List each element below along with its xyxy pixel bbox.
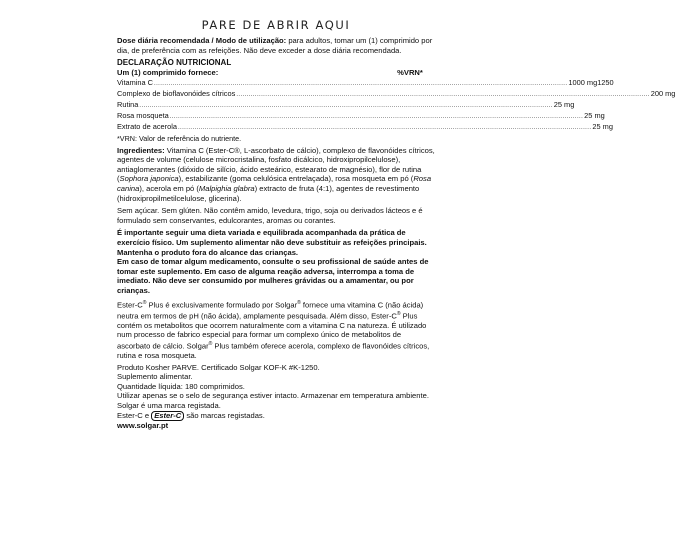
dosage-text: para adultos, tomar um (1) comprimido por dia, de preferência com as refeições. Não deve exceder a dose diária recomendada. [117, 36, 433, 55]
nutrient-amount: 25 mg [553, 99, 575, 109]
per-unit-label: Um (1) comprimido fornece: [117, 67, 219, 77]
ingredients-text-3: ), acerola em pó ( [139, 183, 199, 193]
vrn-footnote: *VRN: Valor de referência do nutriente. [117, 133, 242, 143]
nutrient-name: Complexo de bioflavonóides cítricos [117, 88, 236, 98]
registered-mark-4: ® [208, 340, 213, 347]
ester-c-logo: Ester-C [151, 411, 184, 421]
nutrition-row [117, 122, 613, 133]
ester-c-name-1: Ester-C [117, 300, 143, 310]
leader-dots: ........................................................................................................................................................................................................ [154, 80, 568, 87]
nutrient-name: Rosa mosqueta [117, 111, 169, 121]
nutrient-vrn: 1250 [597, 77, 614, 87]
storage-text: Utilizar apenas se o selo de segurança estiver intacto. Armazenar em temperatura ambiente. [117, 391, 429, 401]
stop-reading-title: PARE DE ABRIR AQUI [201, 18, 351, 32]
ingredients-text-4: ) extracto de fruta (4:1), agentes de revestimento (hidroxipropilmetilcelulose, glicerina). [117, 183, 420, 203]
nutrition-row [117, 99, 575, 111]
nutrition-title: DECLARAÇÃO NUTRICIONAL [117, 58, 232, 68]
ingredients-italic-3: Malpighia glabra [198, 183, 255, 193]
nutrition-row [117, 111, 605, 122]
nutrient-amount: 25 mg [592, 122, 613, 132]
description-text-4: Plus também oferece acerola, complexo de flavonóides cítricos, rutina e rosa mosqueta. [117, 341, 430, 361]
description-text-3: Plus contém os metabolitos que ocorrem naturalmente com a vitamina C na natureza. É utilizado num processo de fabrico especial para formar um complexo único de metabolitos de ascorbato de cálcio. Solgar [117, 311, 427, 351]
nutrition-table [117, 77, 675, 134]
nutrient-name: Extrato de acerola [117, 122, 177, 132]
trademark-solgar: Solgar é uma marca registada. [117, 401, 221, 411]
nutrient-name: Rutina [117, 99, 139, 109]
ingredients-italic-1: Sophora japonica [119, 174, 179, 184]
nutrient-amount: 25 mg [584, 111, 605, 121]
diet-warning: É importante seguir uma dieta variada e equilibrada acompanhada da prática de exercício físico. Um suplemento alimentar não deve substituir as refeições principais. Mantenha o produto fora do alcance das crianças. [117, 228, 427, 257]
registered-mark-2: ® [297, 299, 301, 306]
nutrient-name: Vitamina C [117, 77, 154, 87]
trademark-before: Ester-C e [117, 410, 150, 420]
kosher-text: Produto Kosher PARVE. Certificado Solgar KOF-K #K-1250. [117, 362, 320, 372]
leader-dots: ........................................................................................................................................................................................................ [139, 102, 553, 109]
ingredients-paragraph [117, 146, 435, 204]
description-text-1: Plus é exclusivamente formulado por Solgar [146, 300, 298, 310]
medicine-warning: Em caso de tomar algum medicamento, consulte o seu profissional de saúde antes de tomar este suplemento. Em caso de alguma reação adversa, interrompa a toma de imediato. Não deve ser consumido por mulheres grávidas ou a amamentar, ou por crianças. [117, 257, 429, 295]
trademark-after: são marcas registadas. [184, 410, 265, 420]
nutrition-row [117, 77, 614, 89]
leader-dots: ........................................................................................................................................................................................................ [169, 114, 584, 121]
website-link[interactable]: www.solgar.pt [117, 420, 169, 430]
dosage-label: Dose diária recomendada / Modo de utilização: [117, 36, 287, 45]
ingredients-text-1: Vitamina C (Ester-C®, L-ascorbato de cálcio), complexo de flavonóides cítricos, agentes de volume (celulose microcristalina, fosfato dicálcico, hidroxipropilcelulose), antiaglomerantes (dióxido de silício, ácido esteárico, estearato de magnésio), flor de rutina ( [117, 145, 435, 184]
ingredients-italic-2: Rosa canina [117, 174, 432, 193]
registered-mark-3: ® [396, 310, 401, 317]
nutrient-amount: 200 mg [650, 88, 675, 98]
supplement-label [117, 18, 675, 430]
leader-dots: ........................................................................................................................................................................................................ [177, 125, 592, 132]
quantity-text: Quantidade líquida: 180 comprimidos. [117, 381, 245, 391]
trademark-ester-c [117, 411, 435, 421]
ingredients-text-2: ), estabilizante (goma celulósica entrelaçada), rosa mosqueta em pó ( [178, 174, 414, 184]
free-from-paragraph: Sem açúcar. Sem glúten. Não contêm amido, levedura, trigo, soja ou derivados lácteos e é formulado sem conservantes, edulcorantes, aromas ou corantes. [117, 206, 423, 225]
description-paragraph [117, 299, 435, 361]
nutrition-row [117, 88, 675, 100]
registered-mark-1: ® [142, 299, 147, 306]
vrn-header: %VRN* [397, 67, 423, 77]
ester-c-name-2: Ester-C [371, 311, 397, 321]
description-text-2: fornece uma vitamina C (não ácida) neutra em termos de pH (não ácida), amplamente pesquisada. Além disso, [117, 300, 424, 321]
nutrient-amount: 1000 mg [568, 77, 598, 87]
leader-dots: ........................................................................................................................................................................................................ [236, 91, 650, 98]
supplement-text: Suplemento alimentar. [117, 372, 193, 382]
nutrition-header [117, 68, 435, 78]
ingredients-label: Ingredientes: [117, 145, 165, 155]
dosage-paragraph [117, 36, 435, 55]
